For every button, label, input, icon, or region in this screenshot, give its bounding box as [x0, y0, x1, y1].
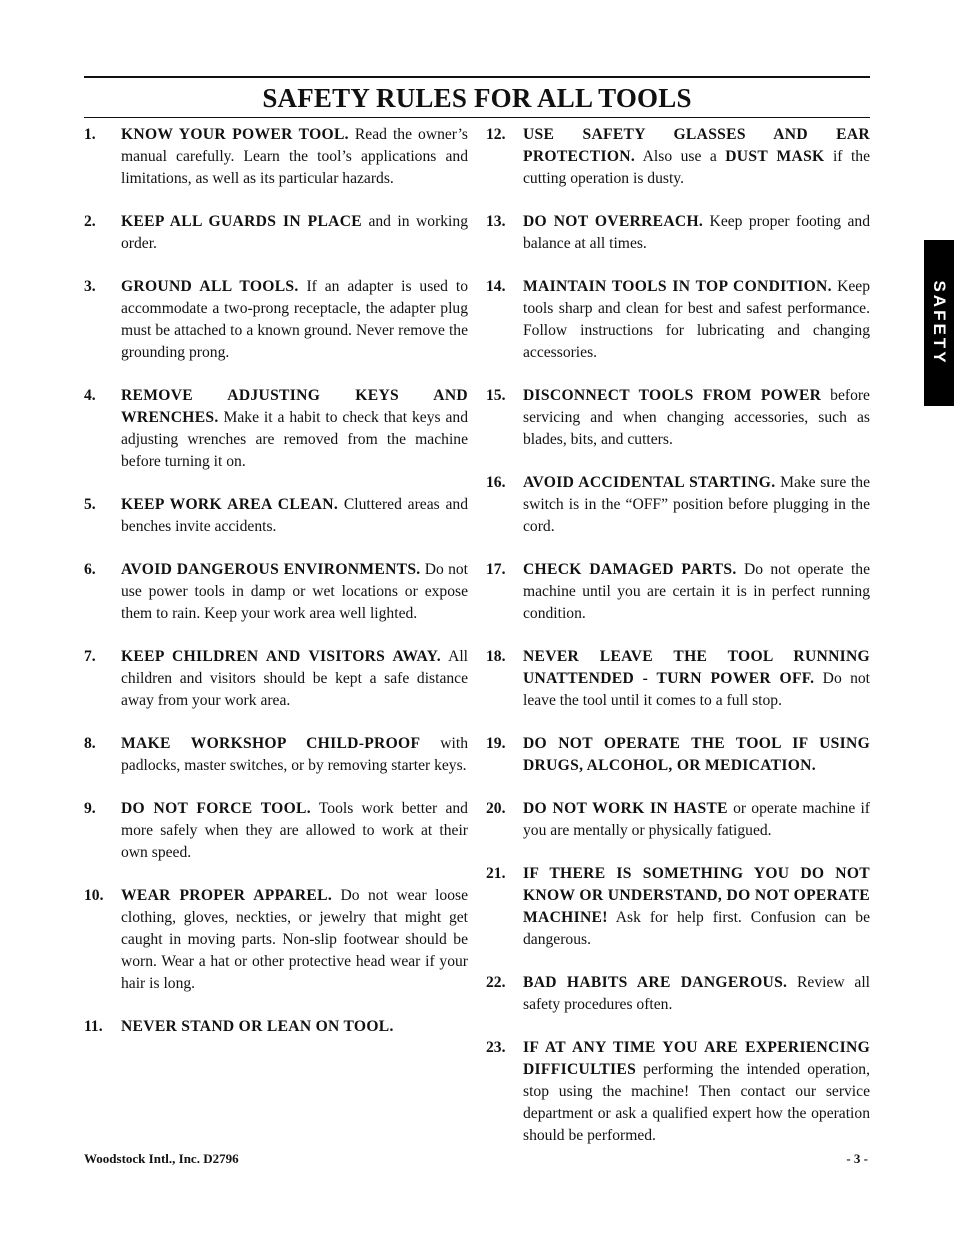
right-column — [486, 124, 870, 1168]
rule-text — [523, 385, 870, 451]
rule-text — [523, 1037, 870, 1147]
rule-text — [523, 646, 870, 712]
rule-body: Ask for help first. Confusion can be dangerous. — [523, 909, 870, 948]
rule-heading: MAKE WORKSHOP CHILD-PROOF — [121, 735, 421, 752]
rule-heading: DO NOT FORCE TOOL. — [121, 800, 311, 817]
rule-item — [84, 211, 468, 255]
rule-number: 9. — [84, 800, 96, 817]
rule-text — [523, 211, 870, 255]
rule-heading: NEVER LEAVE THE TOOL RUNNING UNATTENDED - TURN POWER OFF. — [523, 648, 870, 687]
rule-number: 13. — [486, 213, 506, 230]
rule-heading-inline: DUST MASK — [725, 148, 825, 165]
rule-heading: GROUND ALL TOOLS. — [121, 278, 299, 295]
rule-item — [84, 646, 468, 712]
rule-heading: KEEP CHILDREN AND VISITORS AWAY. — [121, 648, 441, 665]
rule-number: 10. — [84, 887, 104, 904]
rule-body: Review all safety procedures often. — [523, 974, 870, 1013]
rule-heading: WEAR PROPER APPAREL. — [121, 887, 333, 904]
rule-number: 17. — [486, 561, 506, 578]
rule-number: 12. — [486, 126, 506, 143]
rule-item — [486, 559, 870, 625]
rule-number: 15. — [486, 387, 506, 404]
rule-text — [523, 276, 870, 364]
rule-item — [486, 863, 870, 951]
rule-heading: AVOID DANGEROUS ENVIRONMENTS. — [121, 561, 421, 578]
rule-item — [84, 494, 468, 538]
rule-item — [486, 972, 870, 1016]
footer-page-number: - 3 - — [846, 1151, 868, 1166]
rule-heading: BAD HABITS ARE DANGEROUS. — [523, 974, 788, 991]
rule-item — [84, 559, 468, 625]
rule-text — [121, 885, 468, 995]
rule-body: Do not wear loose clothing, gloves, neckties, or jewelry that might get caught in moving parts. Non-slip footwear should be worn. Wear a hat or other protective head wear if your hair is long. — [121, 887, 468, 992]
rule-body: Make it a habit to check that keys and adjusting wrenches are removed from the machine before turning it on. — [121, 409, 468, 470]
rule-text — [523, 972, 870, 1016]
rule-number: 21. — [486, 865, 506, 882]
rule-body: Do not leave the tool until it comes to a full stop. — [523, 670, 870, 709]
rule-text — [121, 733, 468, 777]
rule-body: Keep proper footing and balance at all times. — [523, 213, 870, 252]
rule-item — [84, 276, 468, 364]
rule-heading: AVOID ACCIDENTAL STARTING. — [523, 474, 776, 491]
top-rule — [84, 76, 870, 78]
rule-text — [523, 124, 870, 190]
rule-text — [523, 863, 870, 951]
rule-number: 4. — [84, 387, 96, 404]
rule-text — [523, 733, 870, 777]
rule-item — [486, 385, 870, 451]
rule-item — [486, 124, 870, 190]
rule-body: Also use a — [635, 148, 726, 165]
rule-heading: USE SAFETY GLASSES AND EAR PROTECTION. — [523, 126, 870, 165]
rule-number: 18. — [486, 648, 506, 665]
rule-text — [121, 385, 468, 473]
rule-body: performing the intended operation, stop using the machine! Then contact our service department or ask a qualified expert how the operation should be performed. — [523, 1061, 870, 1144]
title-rule — [84, 117, 870, 118]
rule-item — [486, 276, 870, 364]
rule-number: 16. — [486, 474, 506, 491]
rule-text — [121, 211, 468, 255]
rule-item — [84, 385, 468, 473]
rule-number: 11. — [84, 1018, 103, 1035]
rule-item — [84, 798, 468, 864]
section-side-tab — [924, 240, 954, 406]
rule-heading: CHECK DAMAGED PARTS. — [523, 561, 737, 578]
rule-item — [486, 798, 870, 842]
rule-heading: DO NOT OPERATE THE TOOL IF USING DRUGS, ALCOHOL, OR MEDICATION. — [523, 735, 870, 774]
rule-text — [121, 559, 468, 625]
rule-number: 6. — [84, 561, 96, 578]
rule-item — [84, 124, 468, 190]
rule-number: 8. — [84, 735, 96, 752]
rule-body: Cluttered areas and benches invite accidents. — [121, 496, 469, 535]
rule-text — [121, 646, 468, 712]
rule-heading: NEVER STAND OR LEAN ON TOOL. — [121, 1018, 394, 1035]
rule-number: 1. — [84, 126, 96, 143]
rule-body: Do not use power tools in damp or wet locations or expose them to rain. Keep your work area well lighted. — [121, 561, 469, 622]
rule-body: Tools work better and more safely when they are allowed to work at their own speed. — [121, 800, 468, 861]
rule-heading: DO NOT OVERREACH. — [523, 213, 704, 230]
rule-item — [84, 733, 468, 777]
rule-number: 22. — [486, 974, 506, 991]
rule-body: Read the owner’s manual carefully. Learn the tool’s applications and limitations, as well as its particular hazards. — [121, 126, 468, 187]
rule-body: before servicing and when changing accessories, such as blades, bits, and cutters. — [523, 387, 870, 448]
rule-number: 7. — [84, 648, 96, 665]
rule-item — [486, 472, 870, 538]
rule-text — [121, 494, 468, 538]
rule-heading: MAINTAIN TOOLS IN TOP CONDITION. — [523, 278, 832, 295]
rule-item — [486, 646, 870, 712]
rule-heading: KEEP WORK AREA CLEAN. — [121, 496, 339, 513]
page-title: SAFETY RULES FOR ALL TOOLS — [262, 83, 692, 113]
rule-text — [121, 1016, 468, 1038]
rule-text — [523, 798, 870, 842]
rule-number: 3. — [84, 278, 96, 295]
rule-text — [121, 798, 468, 864]
rule-heading: IF AT ANY TIME YOU ARE EXPERIENCING DIFFICULTIES — [523, 1039, 870, 1078]
rule-item — [486, 1037, 870, 1147]
rule-body: If an adapter is used to accommodate a two-prong receptacle, the adapter plug must be attached to a known ground. Never remove the grounding prong. — [121, 278, 468, 361]
rule-body: or operate machine if you are mentally or physically fatigued. — [523, 800, 870, 839]
rule-item — [486, 733, 870, 777]
rule-number: 19. — [486, 735, 506, 752]
rule-heading: DISCONNECT TOOLS FROM POWER — [523, 387, 822, 404]
rule-item — [486, 211, 870, 255]
rule-body: if the cutting operation is dusty. — [523, 148, 870, 187]
rule-body: Keep tools sharp and clean for best and safest performance. Follow instructions for lubricating and changing accessories. — [523, 278, 870, 361]
rule-heading: IF THERE IS SOMETHING YOU DO NOT KNOW OR UNDERSTAND, DO NOT OPERATE MACHINE! — [523, 865, 870, 926]
rule-item — [84, 1016, 468, 1038]
rule-heading: KEEP ALL GUARDS IN PLACE — [121, 213, 362, 230]
rule-number: 20. — [486, 800, 506, 817]
rule-text — [523, 472, 870, 538]
rule-body: and in working order. — [121, 213, 468, 252]
side-tab-label: SAFETY — [930, 280, 949, 366]
rule-text — [121, 276, 468, 364]
rule-body: Do not operate the machine until you are certain it is in perfect running condition. — [523, 561, 871, 622]
rule-body: with padlocks, master switches, or by removing starter keys. — [121, 735, 469, 774]
rule-text — [523, 559, 870, 625]
left-column — [84, 124, 468, 1059]
rule-number: 23. — [486, 1039, 506, 1056]
rule-body: All children and visitors should be kept a safe distance away from your work area. — [121, 648, 468, 709]
footer-company: Woodstock Intl., Inc. D2796 — [84, 1151, 239, 1166]
rule-item — [84, 885, 468, 995]
rule-heading: REMOVE ADJUSTING KEYS AND WRENCHES. — [121, 387, 468, 426]
rule-body: Make sure the switch is in the “OFF” position before plugging in the cord. — [523, 474, 870, 535]
rule-number: 14. — [486, 278, 506, 295]
rule-number: 5. — [84, 496, 96, 513]
rule-heading: DO NOT WORK IN HASTE — [523, 800, 728, 817]
rule-heading: KNOW YOUR POWER TOOL. — [121, 126, 349, 143]
rule-number: 2. — [84, 213, 96, 230]
rule-text — [121, 124, 468, 190]
